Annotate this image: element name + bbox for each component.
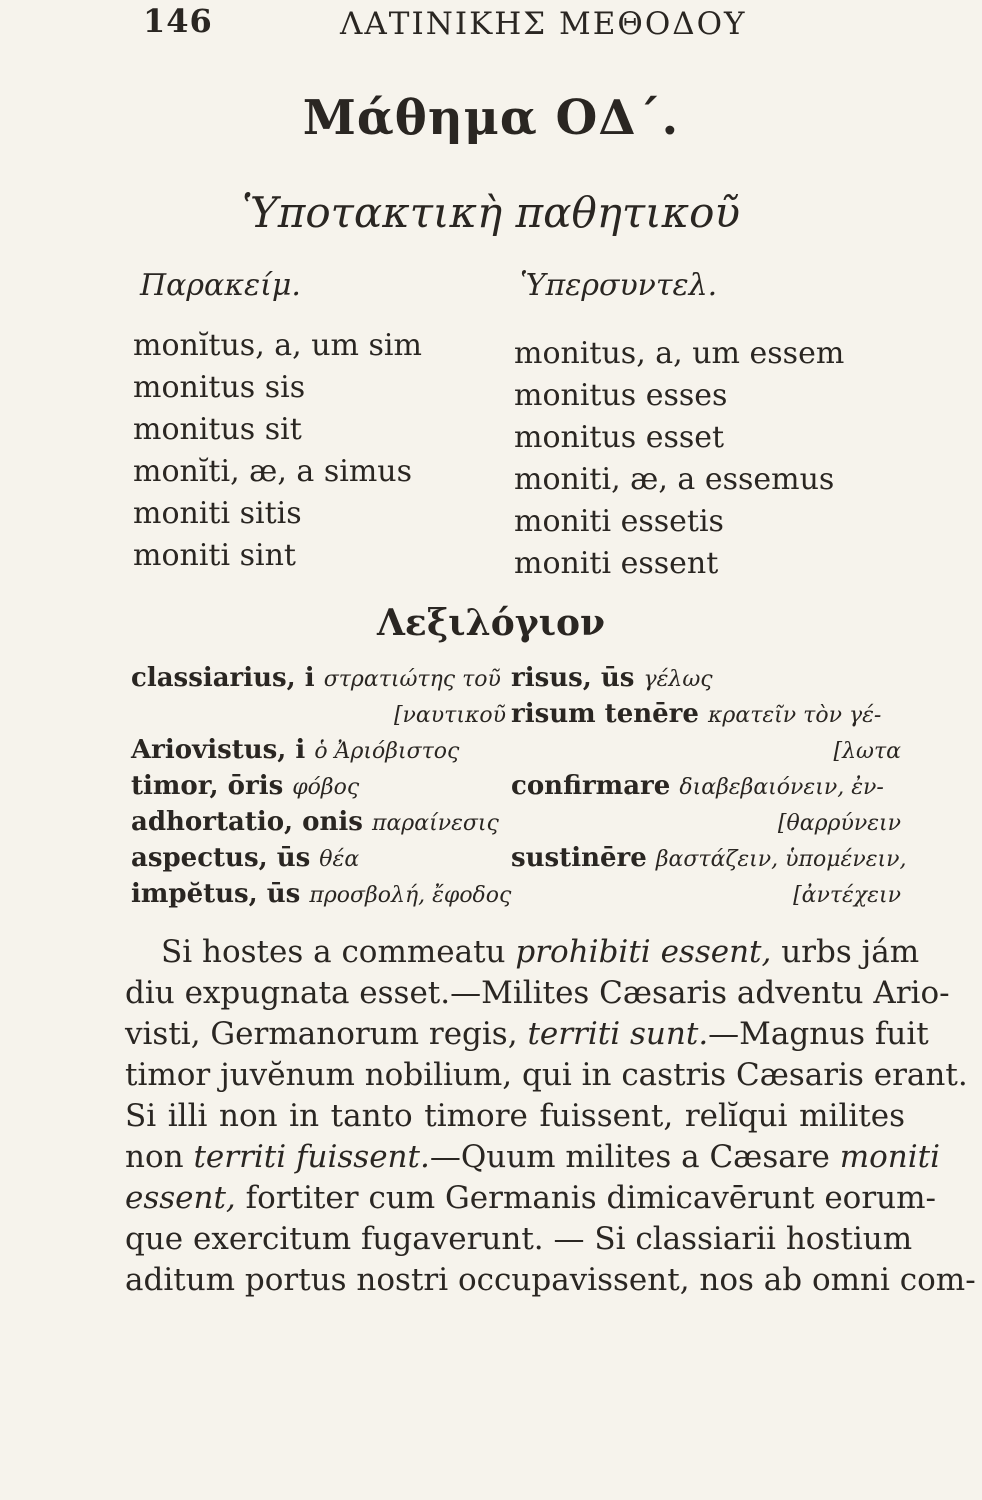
vocab-greek: προσβολή, ἔφοδος: [309, 883, 512, 908]
conjugation-line: moniti essent: [514, 546, 719, 581]
page-number: 146: [143, 2, 213, 40]
reading-text: visti, Germanorum regis,: [125, 1016, 528, 1052]
vocab-greek: ὁ Ἀριόβιστος: [314, 739, 460, 764]
vocab-latin: impĕtus, ūs: [131, 879, 301, 909]
reading-text: non: [125, 1139, 194, 1175]
vocab-entry: [511, 660, 901, 696]
lesson-title: Μάθημα ΟΔ΄.: [302, 90, 680, 146]
conjugation-line: moniti sint: [133, 538, 296, 573]
reading-line: que exercitum fugaverunt. — Si classiarii hostium: [125, 1221, 913, 1257]
conjugation-line: monitus sit: [133, 412, 302, 447]
reading-italic: territi fuissent.: [193, 1139, 430, 1175]
vocab-greek: [ναυτικοῦ: [393, 703, 506, 728]
conjugation-line: monĭti, æ, a simus: [133, 454, 412, 489]
vocab-entry: [131, 696, 506, 732]
section-title: Ὑποτακτικὴ παθητικοῦ: [242, 188, 740, 237]
reading-italic: territi sunt.: [527, 1016, 709, 1052]
reading-line: [125, 1178, 936, 1219]
vocab-latin: classiarius, i: [131, 663, 315, 693]
vocab-latin: risus, ūs: [511, 663, 635, 693]
vocabulary-heading: Λεξιλόγιον: [377, 602, 605, 644]
reading-line: timor juvĕnum nobilium, qui in castris Cæsaris erant.: [125, 1057, 968, 1093]
vocab-greek: θέα: [319, 847, 360, 872]
vocab-latin: confirmare: [511, 771, 671, 801]
vocab-entry: [131, 732, 506, 768]
conjugation-pluperfect: [514, 333, 844, 585]
reading-text: Si hostes a commeatu: [161, 934, 516, 970]
reading-text: —Quum milites a Cæsare: [429, 1139, 840, 1175]
conjugation-line: moniti sitis: [133, 496, 302, 531]
vocab-entry: [131, 804, 506, 840]
conjugation-line: monitus esset: [514, 420, 725, 455]
vocab-greek: φόβος: [292, 775, 360, 800]
reading-italic: prohibiti essent,: [515, 934, 772, 970]
conjugation-line: monitus esses: [514, 378, 728, 413]
reading-line: aditum portus nostri occupavissent, nos ab omni com-: [125, 1262, 976, 1298]
vocab-greek: γέλως: [643, 667, 713, 692]
reading-line: diu expugnata esset.—Milites Cæsaris adventu Ario-: [125, 975, 950, 1011]
vocab-greek: παραίνεσις: [371, 811, 499, 836]
vocab-latin: timor, ōris: [131, 771, 284, 801]
vocabulary-left: [131, 660, 512, 912]
vocab-entry: [511, 768, 901, 804]
vocab-latin: adhortatio, onis: [131, 807, 363, 837]
conjugation-line: moniti, æ, a essemus: [514, 462, 835, 497]
conjugation-line: monitus sis: [133, 370, 306, 405]
running-head: ΛΑΤΙΝΙΚΗΣ ΜΕΘΟΔΟΥ: [340, 6, 747, 42]
conjugation-line: moniti essetis: [514, 504, 724, 539]
vocab-latin: risum tenēre: [511, 699, 699, 729]
reading-text: urbs jám: [771, 934, 920, 970]
reading-line: [125, 932, 920, 973]
reading-text: fortiter cum Germanis dimicavērunt eorum-: [235, 1180, 936, 1216]
vocab-entry: [511, 876, 901, 912]
reading-italic: essent,: [125, 1180, 236, 1216]
reading-passage: [125, 932, 976, 1301]
conjugation-line: monitus, a, um essem: [514, 336, 845, 371]
vocab-entry: [511, 732, 901, 768]
vocab-entry: [511, 840, 907, 876]
conjugation-perfect: [133, 325, 422, 577]
reading-line: Si illi non in tanto timore fuissent, relĭqui milites: [125, 1098, 905, 1134]
vocab-entry: [511, 696, 901, 732]
vocab-latin: sustinēre: [511, 843, 647, 873]
vocab-greek: βαστάζειν, ὑπομένειν,: [655, 847, 907, 872]
vocab-entry: [131, 876, 512, 912]
vocab-latin: aspectus, ūs: [131, 843, 311, 873]
vocabulary-right: [511, 660, 907, 912]
column-heading-perfect: Παρακείμ.: [140, 268, 301, 303]
reading-italic: moniti: [839, 1139, 941, 1175]
vocab-greek: [θαρρύνειν: [777, 811, 901, 836]
vocab-greek: [λωτα: [833, 739, 901, 764]
column-heading-pluperfect: Ὑπερσυντελ.: [520, 268, 718, 303]
conjugation-line: monĭtus, a, um sim: [133, 328, 422, 363]
reading-line: [125, 1137, 941, 1178]
vocab-entry: [131, 768, 506, 804]
reading-line: [125, 1014, 929, 1055]
vocab-greek: διαβεβαιόνειν, ἐν-: [679, 775, 884, 800]
reading-text: —Magnus fuit: [708, 1016, 929, 1052]
vocab-latin: Ariovistus, i: [131, 735, 306, 765]
vocab-greek: στρατιώτης τοῦ: [323, 667, 501, 692]
vocab-greek: κρατεῖν τὸν γέ-: [707, 703, 882, 728]
vocab-greek: [ἀντέχειν: [793, 883, 901, 908]
vocab-entry: [131, 660, 506, 696]
vocab-entry: [131, 840, 506, 876]
vocab-entry: [511, 804, 901, 840]
